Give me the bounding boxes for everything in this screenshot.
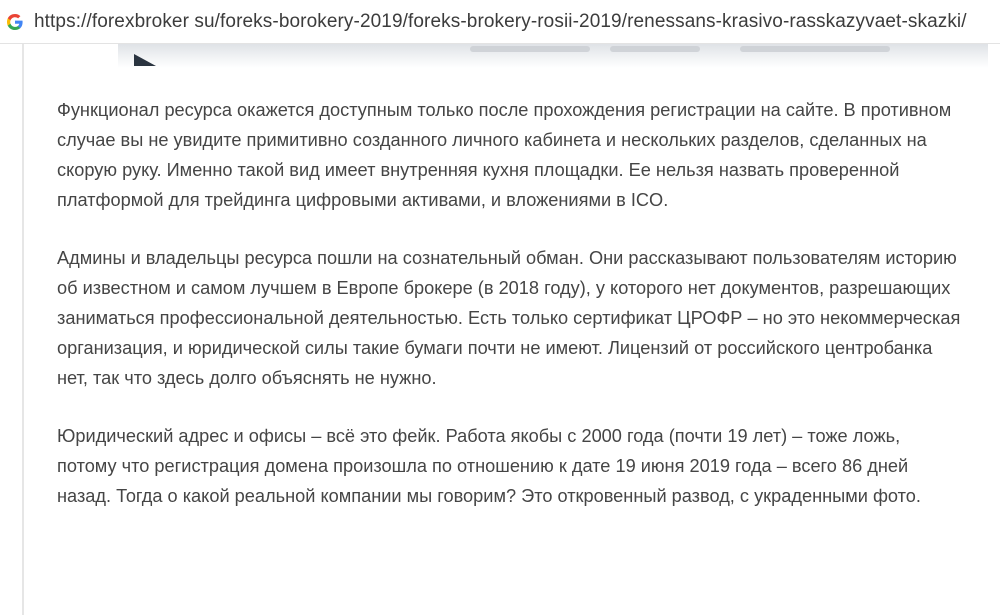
image-streak — [740, 46, 890, 52]
image-streak — [470, 46, 590, 52]
google-g-icon — [4, 11, 26, 33]
article-paragraph: Юридический адрес и офисы – всё это фейк. Работа якобы с 2000 года (почти 19 лет) – тоже ложь, потому что регистрация домена произошла по отношению к дате 19 июня 2019 года – всего 86 дней назад. Тогда о какой реальной компании мы говорим? Это откровенный развод, с украденными фото. — [57, 426, 921, 506]
image-corner-shape — [134, 54, 156, 66]
content-left-border — [22, 44, 24, 615]
article-paragraph: Функционал ресурса окажется доступным только после прохождения регистрации на сайте. В противном случае вы не увидите примитивно созданного личного кабинета и нескольких разделов, сделанных на скорую руку. Именно такой вид имеет внутренняя кухня площадки. Ее нельзя назвать проверенной платформой для трейдинга цифровыми активами, и вложениями в ICO. — [57, 100, 952, 210]
article-body — [57, 95, 962, 539]
image-streak — [610, 46, 700, 52]
article-paragraph: Админы и владельцы ресурса пошли на сознательный обман. Они рассказывают пользователям историю об известном и самом лучшем в Европе брокере (в 2018 году), у которого нет документов, разрешающих заниматься профессиональной деятельностью. Есть только сертификат ЦРОФР – но это некоммерческая организация, и юридической силы такие бумаги почти не имеют. Лицензий от российского центробанка нет, так что здесь долго объяснять не нужно. — [57, 248, 961, 388]
address-bar[interactable] — [0, 0, 1000, 44]
url-text[interactable]: https://forexbroker su/foreks-borokery-2019/foreks-brokery-rosii-2019/renessans-krasivo-rasskazyvaet-skazki/ — [34, 10, 967, 32]
